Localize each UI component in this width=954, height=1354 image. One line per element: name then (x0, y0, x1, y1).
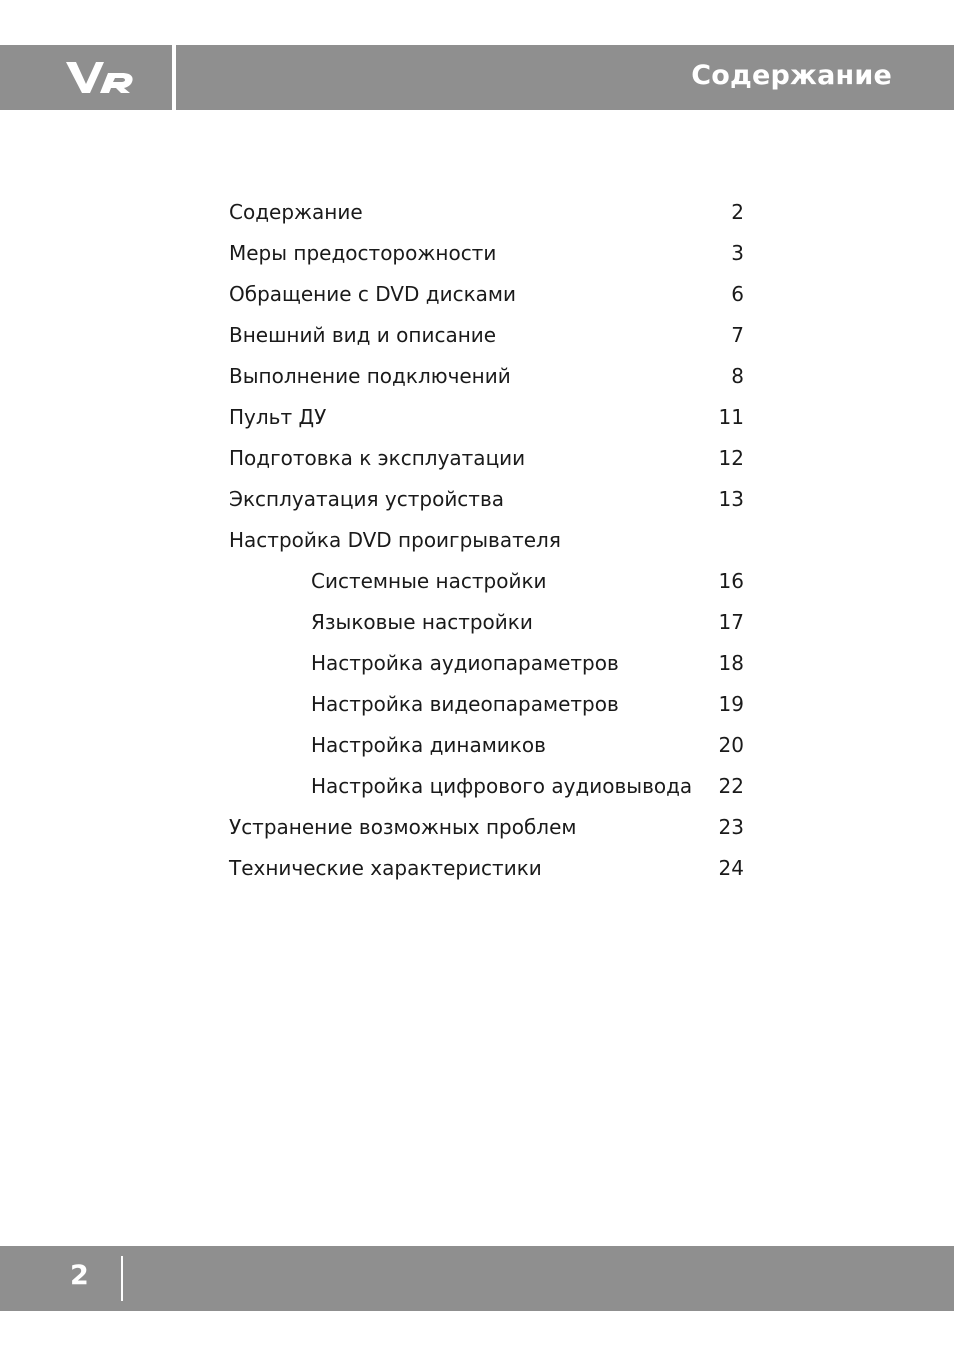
logo-block (0, 45, 172, 110)
toc-entry-label: Настройка цифрового аудиовывода (311, 774, 693, 798)
table-of-contents (229, 195, 744, 892)
toc-entry-page: 22 (718, 774, 744, 798)
toc-entry-page: 12 (718, 446, 744, 470)
toc-entry-label: Выполнение подключений (229, 364, 511, 388)
toc-entry-label: Технические характеристики (229, 856, 542, 880)
toc-subentry (229, 728, 744, 769)
toc-entry-label: Эксплуатация устройства (229, 487, 504, 511)
toc-subentry (229, 687, 744, 728)
toc-subentry (229, 564, 744, 605)
toc-entry-label: Языковые настройки (311, 610, 533, 634)
toc-entry-label: Внешний вид и описание (229, 323, 497, 347)
toc-entry (229, 277, 744, 318)
toc-entry-page: 11 (718, 405, 744, 429)
toc-entry (229, 851, 744, 892)
title-block (176, 45, 954, 110)
toc-entry-page: 18 (718, 651, 744, 675)
toc-entry-label: Содержание (229, 200, 363, 224)
toc-entry-page: 3 (731, 241, 744, 265)
toc-entry-label: Настройка DVD проигрывателя (229, 528, 561, 552)
footer-divider (121, 1256, 123, 1301)
toc-entry-label: Пульт ДУ (229, 405, 327, 429)
toc-entry-label: Меры предосторожности (229, 241, 497, 265)
toc-entry (229, 318, 744, 359)
toc-entry-label: Настройка аудиопараметров (311, 651, 619, 675)
page-header (0, 45, 954, 110)
toc-entry (229, 236, 744, 277)
toc-entry (229, 523, 744, 564)
toc-entry-page: 8 (731, 364, 744, 388)
vr-logo-icon (64, 60, 138, 96)
toc-entry-page: 13 (718, 487, 744, 511)
page-footer (0, 1246, 954, 1311)
toc-entry-page: 20 (718, 733, 744, 757)
toc-entry (229, 810, 744, 851)
toc-entry-label: Настройка видеопараметров (311, 692, 619, 716)
toc-entry-label: Устранение возможных проблем (229, 815, 577, 839)
toc-subentry (229, 646, 744, 687)
toc-entry (229, 195, 744, 236)
page-number: 2 (70, 1260, 89, 1291)
toc-entry-page: 24 (718, 856, 744, 880)
toc-entry-label: Системные настройки (311, 569, 547, 593)
toc-entry-page: 16 (718, 569, 744, 593)
toc-entry-page: 6 (731, 282, 744, 306)
toc-entry (229, 441, 744, 482)
toc-entry (229, 359, 744, 400)
toc-entry-page: 17 (718, 610, 744, 634)
toc-entry-label: Подготовка к эксплуатации (229, 446, 526, 470)
toc-entry (229, 482, 744, 523)
toc-entry-page: 23 (718, 815, 744, 839)
toc-subentry (229, 769, 744, 810)
page-title: Содержание (691, 60, 892, 91)
toc-entry-page: 2 (731, 200, 744, 224)
toc-entry-label: Настройка динамиков (311, 733, 546, 757)
toc-entry-label: Обращение с DVD дисками (229, 282, 516, 306)
toc-entry-page: 19 (718, 692, 744, 716)
toc-subentry (229, 605, 744, 646)
toc-entry-page: 7 (731, 323, 744, 347)
toc-entry (229, 400, 744, 441)
